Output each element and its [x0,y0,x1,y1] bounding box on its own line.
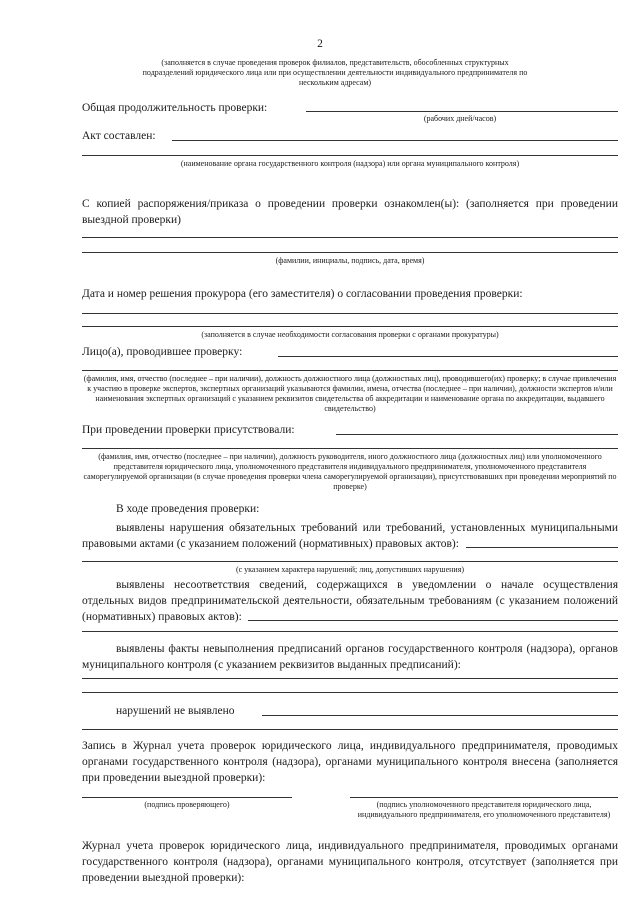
field-act-line-2[interactable] [82,155,618,156]
field-violations: выявлены нарушения обязательных требований или требований, установленных муниципальными правовыми актами (с указанием положений (нормативных) правовых актов): [82,522,618,550]
field-present-label: При проведении проверки присутствовали: [82,424,295,436]
page-number: 2 [317,38,323,50]
field-journal-absent: Журнал учета проверок юридического лица, индивидуального предпринимателя, проводимых органами государственного контроля (надзора), органами муниципального контроля, отсутствует (заполняется при проведении выездной проверки): [82,840,618,884]
field-journal-entry: Запись в Журнал учета проверок юридического лица, индивидуального предпринимателя, проводимых органами государственного контроля (надзора), органами муниципального контроля внесена (заполняется при проведении выездной проверки): [82,740,618,784]
field-inspector-label: Лицо(а), проводившее проверку: [82,346,243,358]
field-no-violations: нарушений не выявлено [116,705,235,717]
note-present: (фамилия, имя, отчество (последнее – при наличии), должность руководителя, иного должностного лица (должностных лиц) или уполномоченного представителя юридического лица, уполномоченного представителя индивидуального предпринимателя, уполномоченного представителя саморегулируемой организации (в случае проведения проверки члена саморегулируемой организации), присутствовавших при проведении мероприятий по проверке) [83,452,617,491]
field-present-line-1[interactable] [336,434,618,435]
field-no-violations-line-1[interactable] [262,715,618,716]
field-present-line-2[interactable] [82,448,618,449]
note-signature: (фамилии, инициалы, подпись, дата, время) [275,256,425,265]
field-orders-line-1[interactable] [82,678,618,679]
note-violations: (с указанием характера нарушений; лиц, допустивших нарушения) [235,565,465,574]
note-inspector: (фамилия, имя, отчество (последнее – при наличии), должность должностного лица (должностных лиц), проводившего(их) проверку; в случае привлечения к участию в проверке экспертов, экспертных организаций указываются фамилии, имена, отчества (последнее – при наличии), должности экспертов и/или наименования экспертных организаций с указанием реквизитов свидетельства об аккредитации и наименование органа по аккредитации, выдавшего свидетельство) [83,374,617,413]
note-filials: (заполняется в случае проведения проверок филиалов, представительств, обособленных структурных подразделений юридического лица или при осуществлении деятельности индивидуального предпринимателя по нескольким адресам) [142,58,528,87]
field-duration-label: Общая продолжительность проверки: [82,102,268,114]
field-inspector-line-1[interactable] [278,356,618,357]
field-orders-unfulfilled: выявлены факты невыполнения предписаний органов государственного контроля (надзора), органов муниципального контроля (с указанием реквизитов выданных предписаний): [82,643,618,671]
field-violations-line-1[interactable] [466,547,618,548]
note-prosecutor: (заполняется в случае необходимости согласования проверки с органами прокуратуры) [201,330,499,339]
note-sig-representative: (подпись уполномоченного представителя юридического лица, индивидуального предпринимателя, его уполномоченного представителя) [357,800,611,819]
field-orders-line-2[interactable] [82,692,618,693]
note-work-days: (рабочих дней/часов) [423,114,497,123]
field-order-line-1[interactable] [82,237,618,238]
field-duration-line[interactable] [306,111,618,112]
field-prosecutor-line-1[interactable] [82,313,618,314]
field-inspector-line-2[interactable] [82,370,618,371]
field-order-copy: С копией распоряжения/приказа о проведении проверки ознакомлен(ы): (заполняется при проведении выездной проверки) [82,198,618,226]
signature-inspector-line[interactable] [82,797,292,798]
field-violations-line-2[interactable] [82,561,618,562]
field-order-line-2[interactable] [82,252,618,253]
field-mismatch-line-1[interactable] [248,620,618,621]
field-prosecutor-line-2[interactable] [82,326,618,327]
note-sig-inspector: (подпись проверяющего) [144,800,230,809]
signature-representative-line[interactable] [350,797,618,798]
note-org-name: (наименование органа государственного контроля (надзора) или органа муниципального контроля) [180,159,520,168]
field-mismatch-line-2[interactable] [82,631,618,632]
field-mismatch: выявлены несоответствия сведений, содержащихся в уведомлении о начале осуществления отдельных видов предпринимательской деятельности, обязательным требованиям (с указанием положений (нормативных) правовых актов): [82,579,618,623]
field-act-label: Акт составлен: [82,130,156,142]
during-heading: В ходе проведения проверки: [116,503,260,515]
field-no-violations-line-2[interactable] [82,729,618,730]
field-prosecutor: Дата и номер решения прокурора (его заместителя) о согласовании проведения проверки: [82,288,523,300]
field-act-line-1[interactable] [172,140,618,141]
